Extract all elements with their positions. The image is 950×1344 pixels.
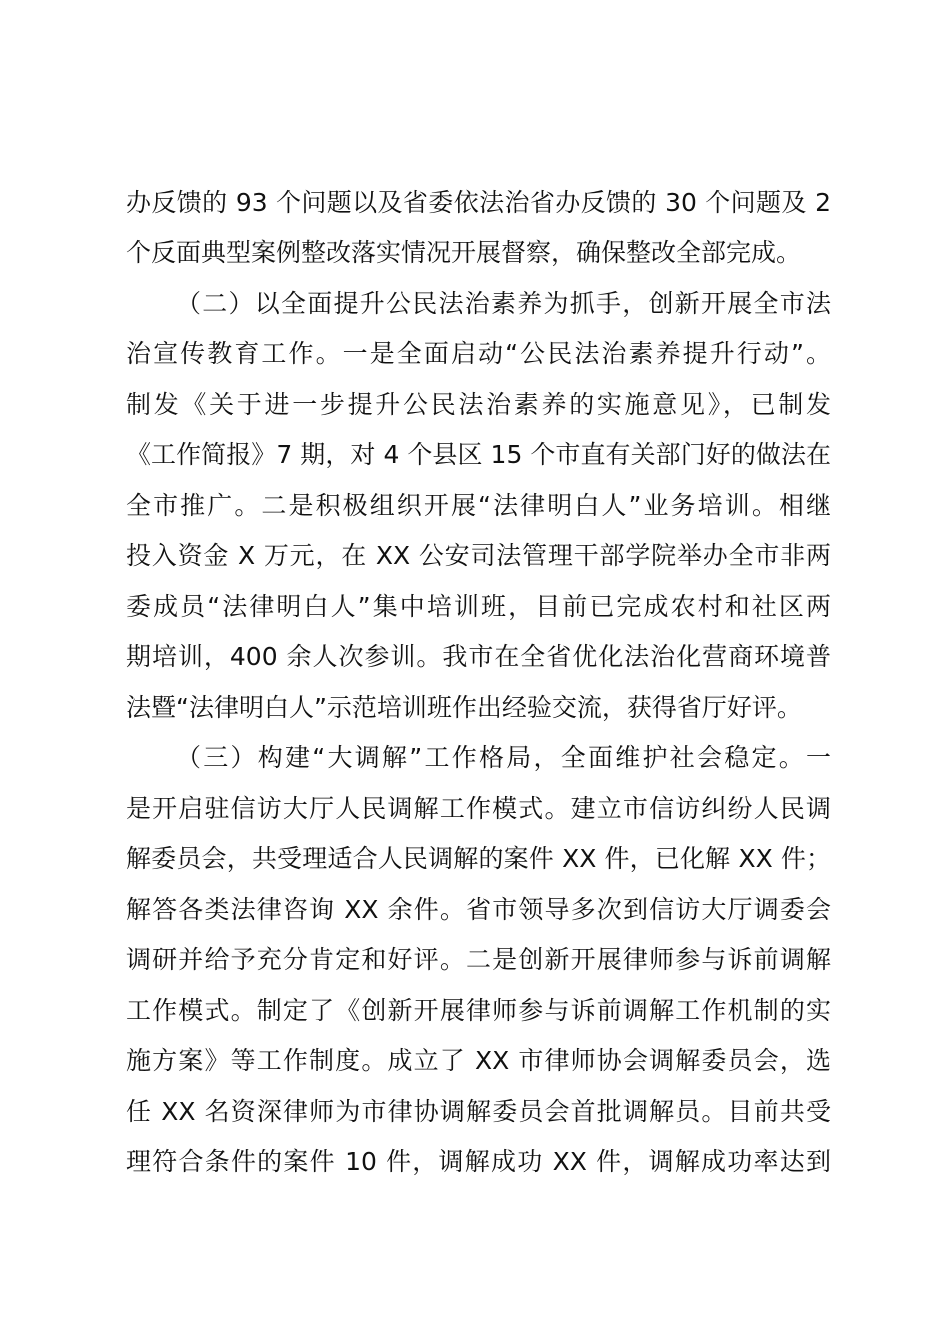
- text-line: 制发《关于进一步提升公民法治素养的实施意见》，已制发: [126, 390, 831, 419]
- text-line: 施方案》等工作制度。成立了 XX 市律师协会调解委员会，选: [126, 1046, 831, 1075]
- paragraph-heading-line: （二）以全面提升公民法治素养为抓手，创新开展全市法: [176, 289, 831, 318]
- text-line: 投入资金 X 万元，在 XX 公安司法管理干部学院举办全市非两: [126, 541, 831, 570]
- text-line: 期培训，400 余人次参训。我市在全省优化法治化营商环境普: [126, 642, 831, 671]
- text-line: 个反面典型案例整改落实情况开展督察，确保整改全部完成。: [126, 238, 802, 267]
- text-line: 全市推广。二是积极组织开展“法律明白人”业务培训。相继: [126, 491, 831, 520]
- text-line: 解委员会，共受理适合人民调解的案件 XX 件，已化解 XX 件；: [126, 844, 831, 873]
- text-line: 是开启驻信访大厅人民调解工作模式。建立市信访纠纷人民调: [126, 794, 831, 823]
- text-line: 委成员“法律明白人”集中培训班，目前已完成农村和社区两: [126, 592, 831, 621]
- text-line: 任 XX 名资深律师为市律协调解委员会首批调解员。目前共受: [126, 1097, 831, 1126]
- text-line: 解答各类法律咨询 XX 余件。省市领导多次到信访大厅调委会: [126, 895, 831, 924]
- text-line: 理符合条件的案件 10 件，调解成功 XX 件，调解成功率达到: [126, 1147, 831, 1176]
- text-line: 工作模式。制定了《创新开展律师参与诉前调解工作机制的实: [126, 996, 831, 1025]
- text-line: 《工作简报》7 期，对 4 个县区 15 个市直有关部门好的做法在: [126, 440, 831, 469]
- text-line: 法暨“法律明白人”示范培训班作出经验交流，获得省厅好评。: [126, 693, 802, 722]
- text-line: 治宣传教育工作。一是全面启动“公民法治素养提升行动”。: [126, 339, 831, 368]
- text-line: 办反馈的 93 个问题以及省委依法治省办反馈的 30 个问题及 2: [126, 188, 831, 217]
- paragraph-heading-line: （三）构建“大调解”工作格局，全面维护社会稳定。一: [176, 743, 831, 772]
- text-line: 调研并给予充分肯定和好评。二是创新开展律师参与诉前调解: [126, 945, 831, 974]
